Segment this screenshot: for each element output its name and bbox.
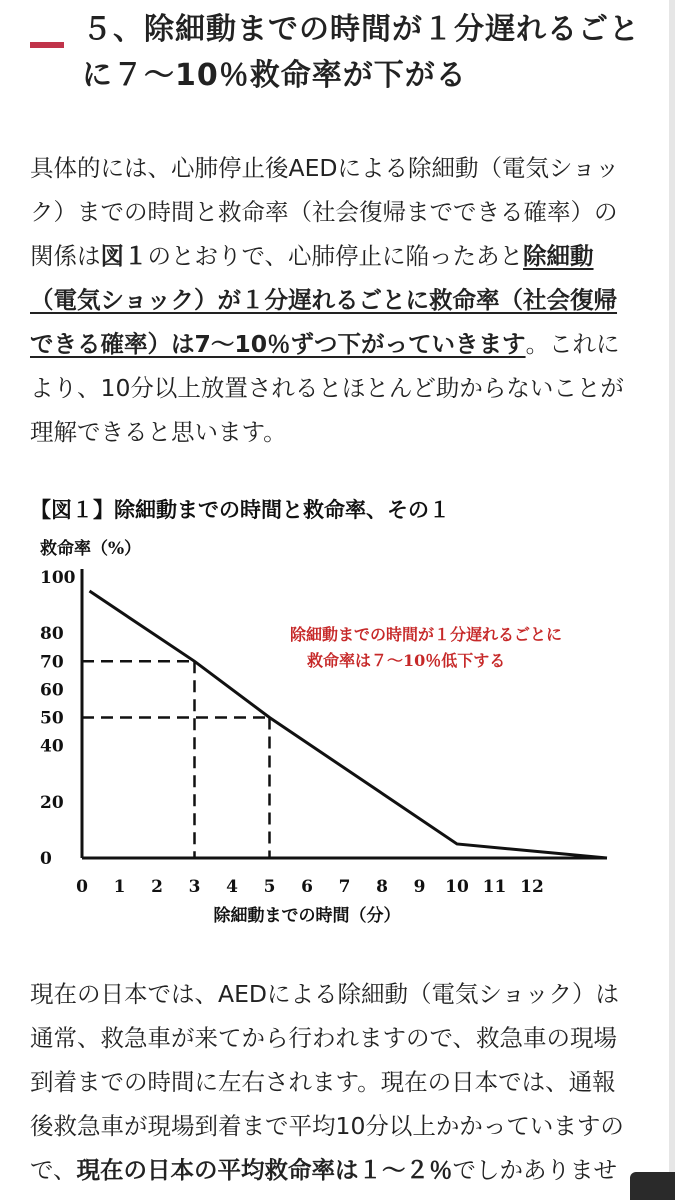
- x-tick-label: 8: [376, 877, 388, 897]
- scroll-edge: [669, 0, 675, 1200]
- figure-title: 【図１】除細動までの時間と救命率、その１: [30, 497, 450, 522]
- x-axis-label: 除細動までの時間（分）: [213, 906, 401, 926]
- x-tick-label: 0: [76, 877, 88, 897]
- heading-line-2: に７〜10％救命率が下がる: [82, 58, 467, 93]
- annotation-line-1: 除細動までの時間が１分遅れるごとに: [290, 625, 563, 644]
- intro-line-1: 具体的には、心肺停止後AEDによる除細動（電気ショッ: [30, 154, 620, 182]
- annotation-line-2: 救命率は７〜10％低下する: [307, 651, 506, 670]
- x-tick-label: 1: [113, 877, 126, 897]
- survival-rate-chart: [0, 480, 675, 940]
- intro-line-2: ク）までの時間と救命率（社会復帰までできる確率）の: [30, 198, 618, 226]
- x-tick-label: 10: [445, 877, 469, 897]
- body2-line-2: 通常、救急車が来てから行われますので、救急車の現場: [30, 1024, 618, 1052]
- x-tick-label: 9: [413, 877, 426, 897]
- x-tick-label: 2: [151, 877, 163, 897]
- x-tick-label: 5: [263, 877, 276, 897]
- body2-line-4: 後救急車が現場到着まで平均10分以上かかっていますの: [30, 1112, 624, 1140]
- y-tick-label: 40: [40, 736, 64, 757]
- y-tick-label: 60: [40, 680, 64, 701]
- y-tick-label: 20: [40, 792, 64, 813]
- x-tick-label: 12: [520, 877, 544, 897]
- x-tick-label: 4: [226, 877, 238, 897]
- heading-line-1: ５、除細動までの時間が１分遅れるごと: [82, 12, 640, 47]
- intro-line-4: （電気ショック）が１分遅れるごとに救命率（社会復帰: [30, 286, 618, 314]
- body2-line-1: 現在の日本では、AEDによる除細動（電気ショック）は: [30, 980, 620, 1008]
- figure-1: [0, 480, 675, 940]
- y-axis-label: 救命率（%）: [40, 539, 142, 559]
- section-heading: [0, 0, 675, 120]
- scroll-to-top-button[interactable]: [630, 1172, 675, 1200]
- x-tick-label: 3: [188, 877, 201, 897]
- intro-line-6: より、10分以上放置されるとほとんど助からないことが: [30, 374, 624, 402]
- y-tick-label: 0: [40, 849, 52, 869]
- x-tick-label: 11: [482, 877, 507, 897]
- body2-line-3: 到着までの時間に左右されます。現在の日本では、通報: [30, 1068, 616, 1096]
- y-tick-label: 70: [40, 652, 64, 673]
- y-tick-label: 100: [40, 568, 76, 588]
- x-tick-label: 7: [338, 877, 351, 897]
- x-tick-label: 6: [301, 877, 313, 897]
- intro-line-7: 理解できると思います。: [30, 418, 287, 446]
- intro-line-3: 関係は図１のとおりで、心肺停止に陥ったあと除細動: [30, 242, 594, 270]
- intro-line-5: できる確率）は7〜10％ずつ下がっていきます。これに: [30, 330, 620, 358]
- body2-line-5: で、現在の日本の平均救命率は１〜２％でしかありませ: [30, 1156, 618, 1184]
- y-tick-label: 50: [40, 708, 64, 729]
- heading-accent-bar: [30, 42, 64, 48]
- y-tick-label: 80: [40, 624, 64, 645]
